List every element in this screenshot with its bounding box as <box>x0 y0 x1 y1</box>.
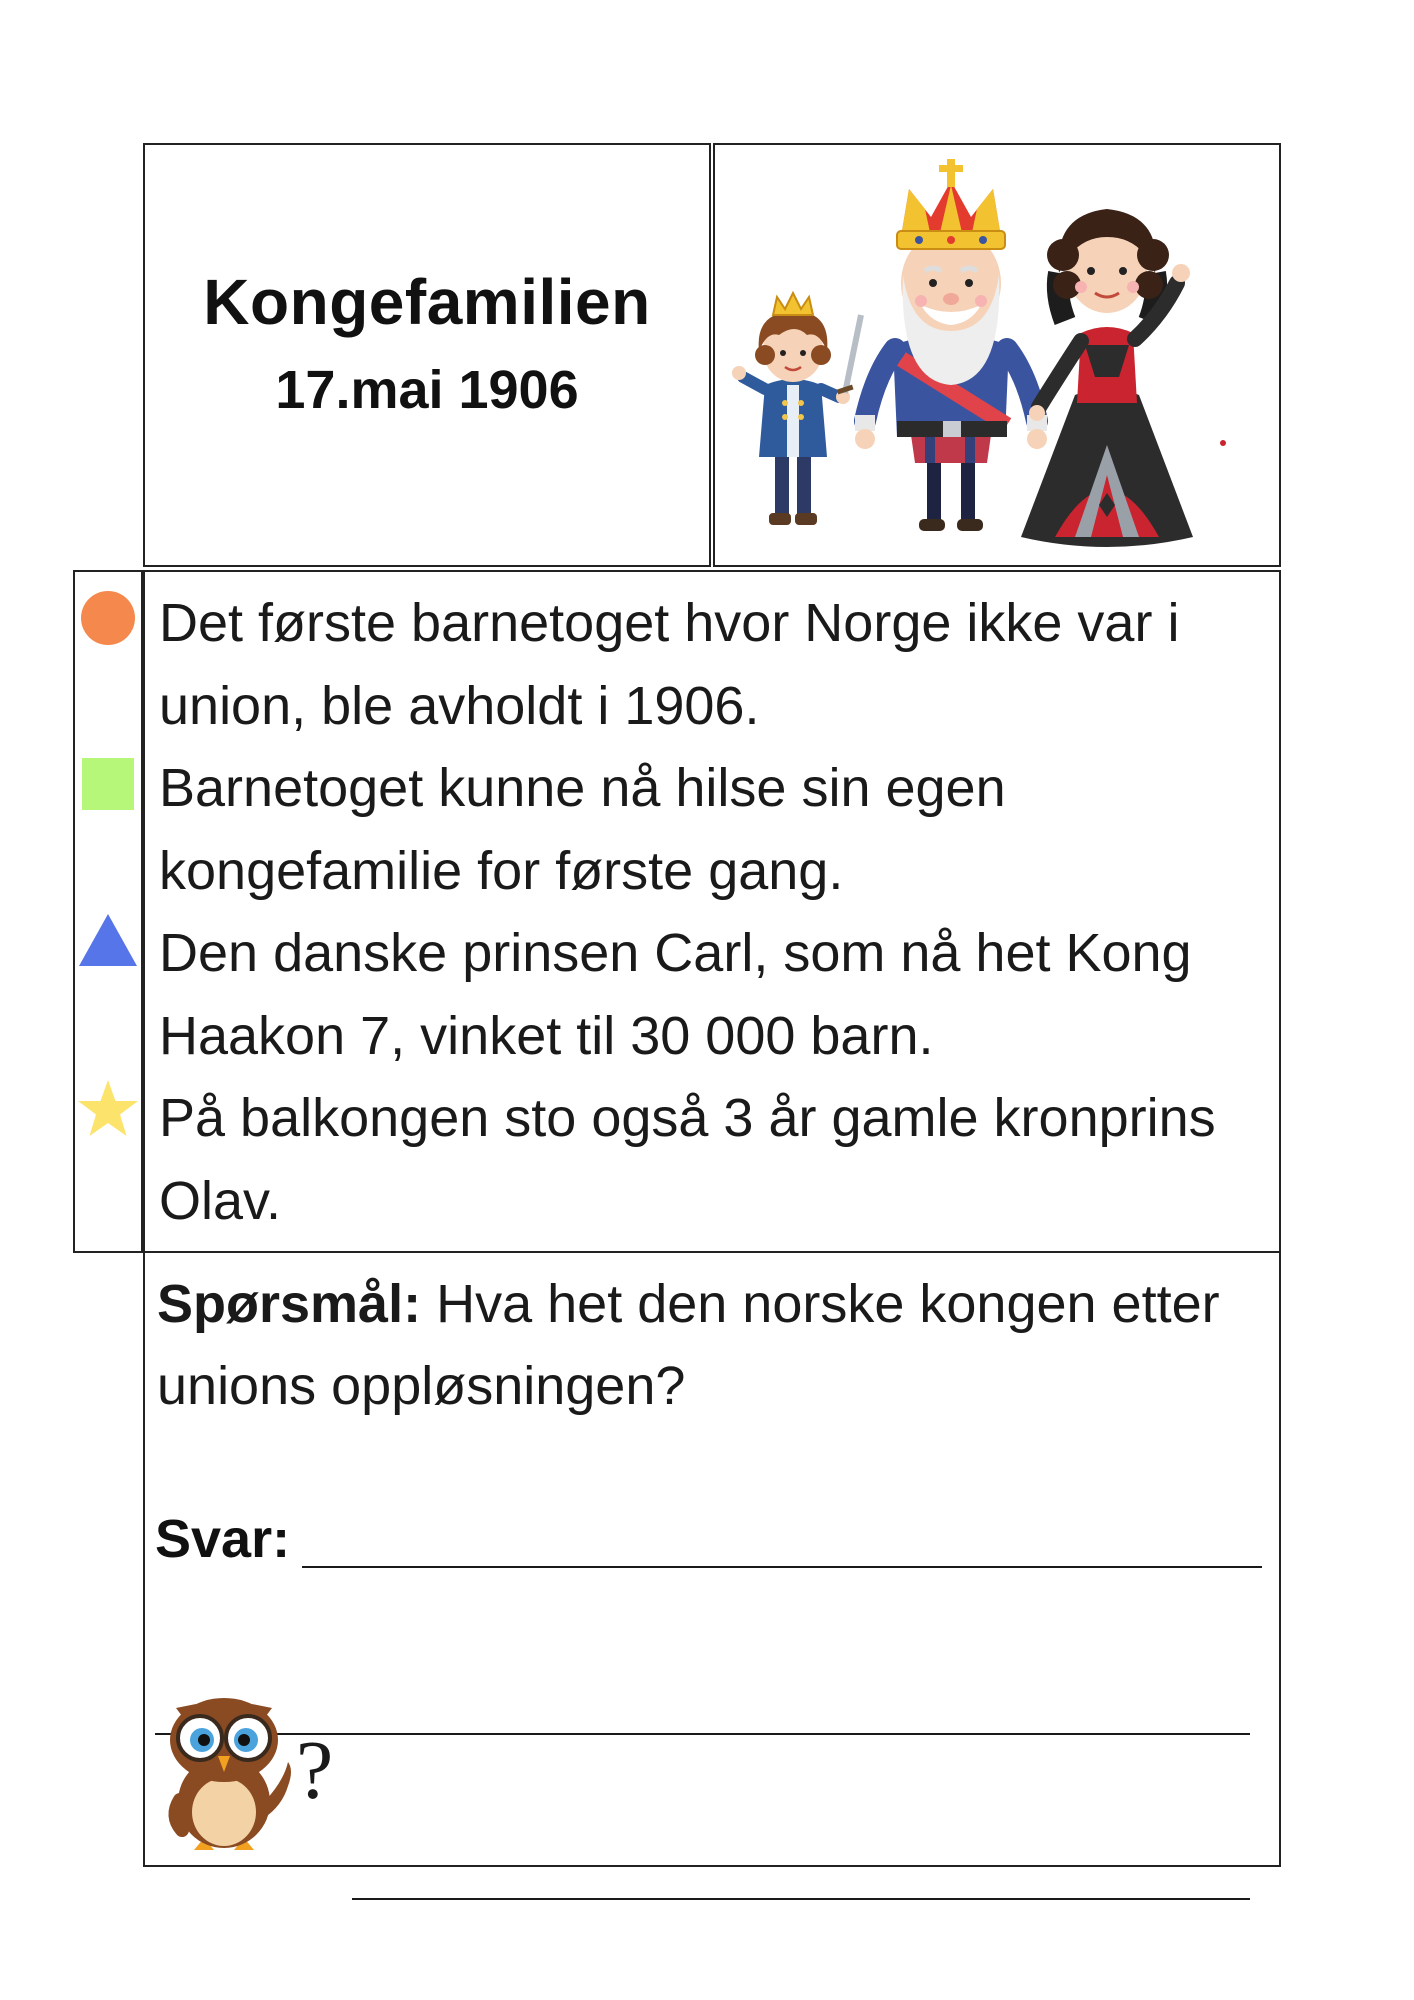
prince-figure <box>732 293 861 525</box>
star-icon <box>77 1078 139 1140</box>
fact-text: Det første barnetoget hvor Norge ikke var i union, ble avholdt i 1906. <box>159 593 1180 736</box>
answer-line[interactable] <box>302 1566 1262 1568</box>
answer-label: Svar: <box>155 1509 291 1569</box>
symbol-column <box>73 570 143 1253</box>
answer-line[interactable] <box>352 1898 1250 1900</box>
question-label: Spørsmål: <box>157 1274 422 1334</box>
question-text <box>157 1263 1267 1427</box>
owl-icon <box>160 1690 300 1860</box>
question-mark: ? <box>296 1724 334 1817</box>
fact-text: Den danske prinsen Carl, som nå het Kong Haakon 7, vinket til 30 000 barn. <box>159 923 1192 1066</box>
title-box <box>143 143 711 567</box>
page-subtitle: 17.mai 1906 <box>275 360 579 420</box>
question-body: Hva het den norske kongen etter unions oppløsningen? <box>157 1274 1220 1416</box>
square-icon <box>82 758 134 810</box>
circle-icon <box>80 590 136 646</box>
queen-figure <box>1021 209 1226 547</box>
triangle-icon <box>79 914 137 966</box>
page-title: Kongefamilien <box>203 266 651 338</box>
fact-text: På balkongen sto også 3 år gamle kronprins Olav. <box>159 1088 1216 1231</box>
fact-text: Barnetoget kunne nå hilse sin egen kongefamilie for første gang. <box>159 758 1006 901</box>
royal-family-illustration <box>713 143 1281 567</box>
king-figure <box>855 159 1047 531</box>
facts-text <box>143 570 1281 1253</box>
